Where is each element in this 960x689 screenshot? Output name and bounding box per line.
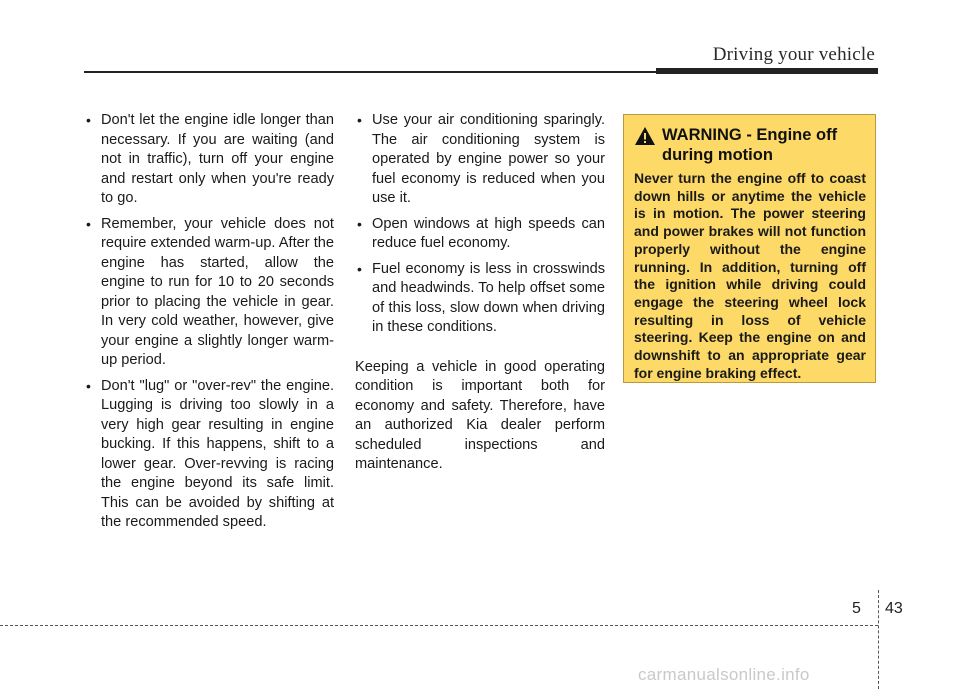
list-item-text: Don't "lug" or "over-rev" the engine. Lugging is driving too slowly in a very high gear resulting in engine bucking. If this happens, shift to a lower gear. Over-revving is racing the engine beyond its safe limit. This can be avoided by shifting at the recommended speed. bbox=[101, 377, 334, 530]
warning-title bbox=[662, 125, 866, 165]
warning-triangle-icon bbox=[634, 126, 656, 146]
warning-box bbox=[623, 114, 876, 383]
warning-header bbox=[634, 125, 866, 165]
bullet-icon: • bbox=[357, 215, 362, 232]
watermark: carmanualsonline.info bbox=[638, 665, 810, 684]
footer-rule bbox=[0, 625, 878, 626]
list-item bbox=[84, 215, 334, 371]
header-rule bbox=[84, 71, 658, 73]
page-number: 43 bbox=[885, 600, 903, 617]
bullet-icon: • bbox=[86, 377, 91, 394]
text-column-middle bbox=[355, 111, 605, 475]
footer-divider bbox=[878, 590, 879, 689]
list-item-text: Remember, your vehicle does not require extended warm-up. After the engine has started, allow the engine to run for 10 to 20 seconds prior to placing the vehicle in gear. In very cold weather, however, give your engine a slightly longer warm-up period. bbox=[101, 215, 334, 368]
list-item-text: Don't let the engine idle longer than necessary. If you are waiting (and not in traffic), turn off your engine and restart only when you're ready to go. bbox=[101, 112, 334, 206]
maintenance-paragraph: Keeping a vehicle in good operating condition is important both for economy and safety. Therefore, have an authorized Kia dealer perform scheduled inspections and maintenance. bbox=[355, 358, 605, 472]
text-column-left bbox=[84, 111, 334, 539]
list-item-text: Use your air conditioning sparingly. The air conditioning system is operated by engine power so your fuel economy is reduced when you use it. bbox=[372, 112, 605, 206]
tips-list-middle bbox=[355, 111, 605, 338]
warning-subtitle: - Engine off during motion bbox=[662, 126, 838, 164]
header-rule-accent bbox=[656, 68, 878, 74]
list-item bbox=[84, 377, 334, 533]
list-item bbox=[355, 111, 605, 209]
bullet-icon: • bbox=[357, 112, 362, 128]
tips-list-left bbox=[84, 111, 334, 533]
warning-label: WARNING bbox=[662, 126, 742, 144]
list-item bbox=[84, 111, 334, 209]
section-title: Driving your vehicle bbox=[712, 44, 875, 65]
list-item-text: Open windows at high speeds can reduce fuel economy. bbox=[372, 215, 605, 251]
list-item bbox=[355, 215, 605, 254]
bullet-icon: • bbox=[86, 215, 91, 232]
bullet-icon: • bbox=[357, 260, 362, 277]
chapter-number: 5 bbox=[852, 600, 861, 617]
warning-body: Never turn the engine off to coast down hills or anytime the vehicle is in motion. The power steering and power brakes will not function properly without the engine running. In addition, turning off the ignition while driving could engage the steering wheel lock resulting in loss of vehicle steering. Keep the engine on and downshift to an appropriate gear for engine braking effect. bbox=[634, 170, 866, 381]
list-item bbox=[355, 260, 605, 338]
list-item-text: Fuel economy is less in crosswinds and headwinds. To help offset some of this loss, slow down when driving in these conditions. bbox=[372, 260, 605, 335]
bullet-icon: • bbox=[86, 112, 91, 128]
